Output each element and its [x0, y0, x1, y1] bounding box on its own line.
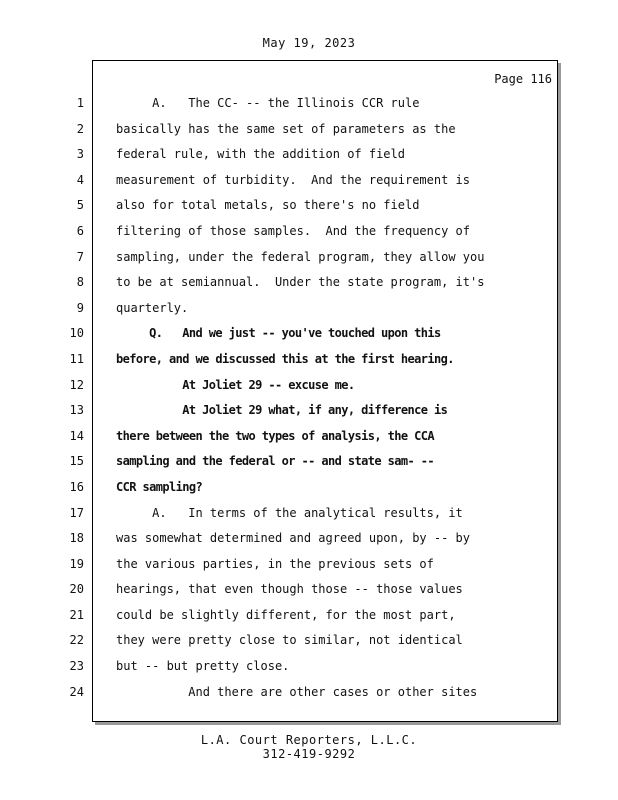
reporter-phone: 312-419-9292 [262, 747, 356, 761]
reporter-company: L.A. Court Reporters, L.L.C. [200, 733, 418, 747]
line-number: 22 [69, 633, 84, 648]
line-number: 7 [76, 249, 84, 264]
line-number: 24 [69, 684, 84, 699]
transcript-line-question: CCR sampling? [116, 479, 203, 494]
transcript-line: quarterly. [116, 300, 189, 315]
transcript-line: A. The CC- -- the Illinois CCR rule [116, 96, 420, 110]
transcript-line: but -- but pretty close. [116, 659, 290, 674]
transcript-line: to be at semiannual. Under the state program, it's [116, 275, 485, 290]
transcript-line-question: sampling and the federal or -- and state sam- -- [116, 454, 434, 469]
transcript-line: federal rule, with the addition of field [116, 147, 405, 162]
line-number: 19 [69, 556, 84, 571]
transcript-line: A. In terms of the analytical results, it [116, 505, 463, 520]
line-number: 1 [76, 96, 84, 110]
line-number: 20 [69, 582, 84, 597]
transcript-line: was somewhat determined and agreed upon, by -- by [116, 531, 471, 546]
transcript-line: measurement of turbidity. And the requirement is [116, 172, 471, 187]
line-number: 9 [76, 300, 84, 315]
reporter-footer [0, 733, 618, 761]
line-number: 21 [69, 607, 84, 622]
transcript-line-question: Q. And we just -- you've touched upon this [116, 326, 441, 341]
transcript-line: they were pretty close to similar, not identical [116, 633, 463, 648]
transcript-line: also for total metals, so there's no field [116, 198, 420, 213]
transcript-line: hearings, that even though those -- those values [116, 582, 463, 597]
transcript-body [116, 93, 546, 707]
page-number: Page 116 [494, 72, 552, 86]
line-number-column [58, 93, 84, 707]
transcript-line-question: At Joliet 29 -- excuse me. [116, 377, 355, 392]
line-number: 4 [76, 172, 84, 187]
line-number: 23 [69, 659, 84, 674]
line-number: 17 [69, 505, 84, 520]
line-number: 5 [76, 198, 84, 213]
transcript-line: could be slightly different, for the most part, [116, 607, 456, 622]
line-number: 6 [76, 223, 84, 238]
transcript-line: sampling, under the federal program, they allow you [116, 249, 485, 264]
line-number: 18 [69, 531, 84, 546]
transcript-date: May 19, 2023 [262, 36, 356, 50]
transcript-line-question: before, and we discussed this at the first hearing. [116, 351, 454, 366]
line-number: 11 [69, 351, 84, 366]
line-number: 16 [69, 479, 84, 494]
transcript-line: And there are other cases or other sites [116, 684, 478, 699]
transcript-line: the various parties, in the previous sets of [116, 556, 434, 571]
line-number: 3 [76, 147, 84, 162]
line-number: 10 [69, 326, 84, 341]
line-number: 8 [76, 275, 84, 290]
line-number: 2 [76, 121, 84, 136]
line-number: 15 [69, 454, 84, 469]
line-number: 12 [69, 377, 84, 392]
transcript-line-question: there between the two types of analysis, the CCA [116, 428, 434, 443]
transcript-line: basically has the same set of parameters as the [116, 121, 456, 136]
line-number: 13 [69, 403, 84, 418]
transcript-line: filtering of those samples. And the frequency of [116, 223, 471, 238]
transcript-line-question: At Joliet 29 what, if any, difference is [116, 403, 448, 418]
line-number: 14 [69, 428, 84, 443]
